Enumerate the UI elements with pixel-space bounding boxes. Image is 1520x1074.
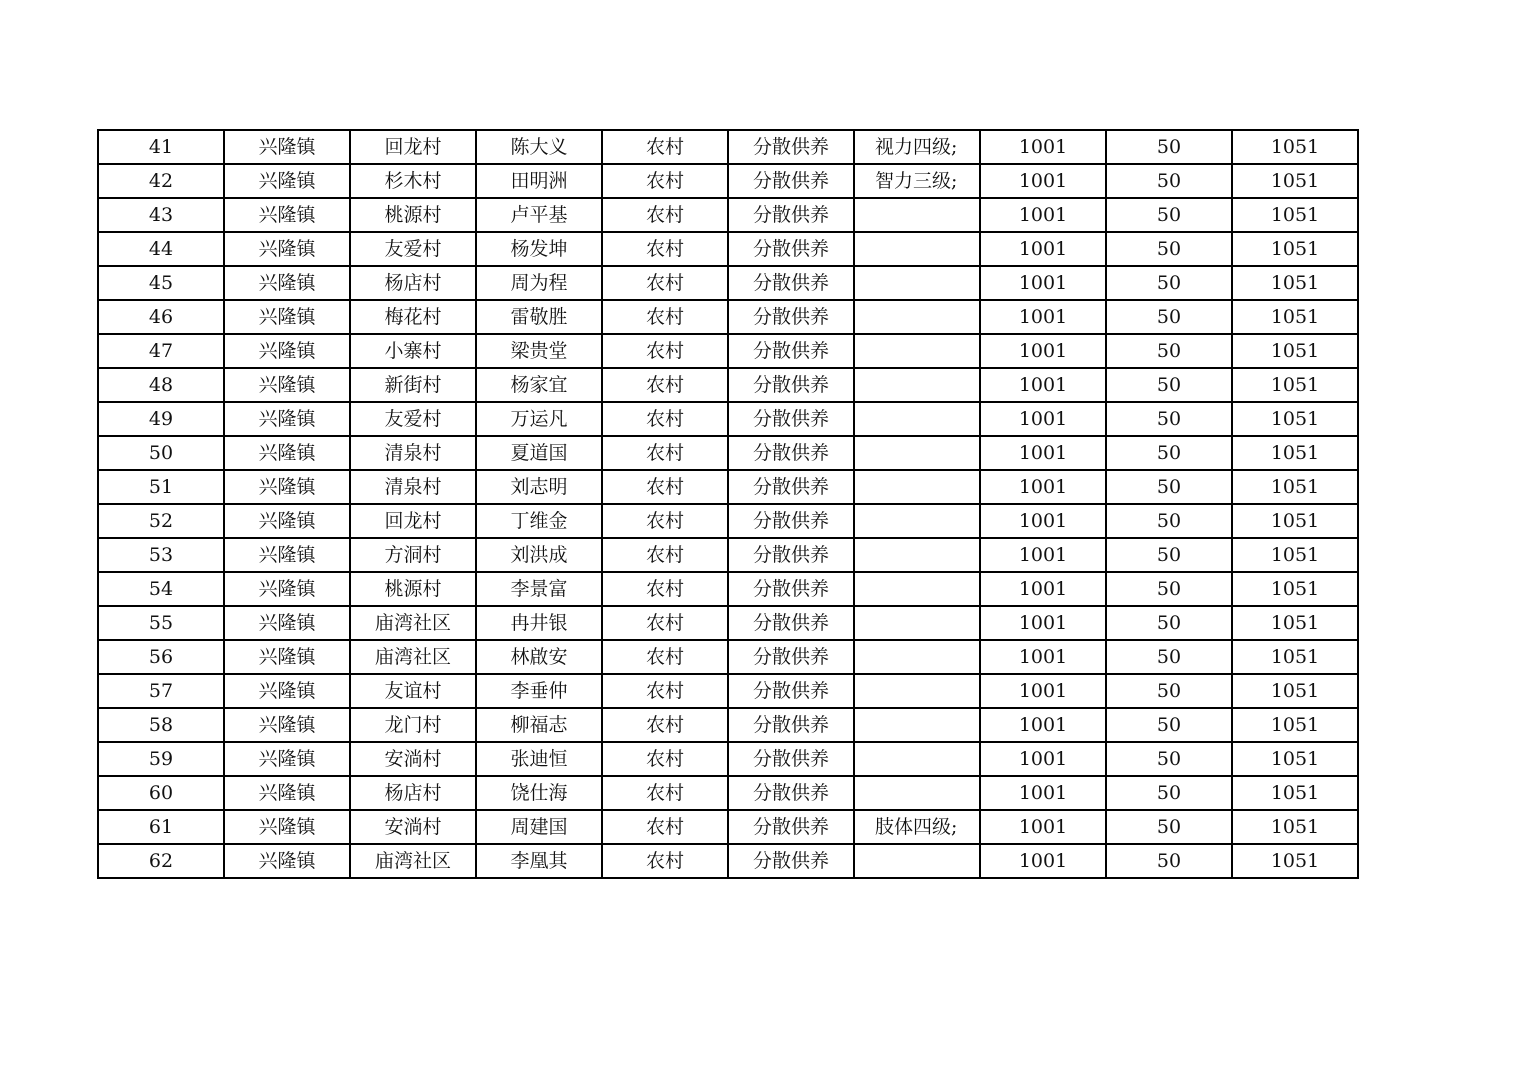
cell-disability-grade	[854, 504, 980, 538]
cell-household-type: 农村	[602, 504, 728, 538]
table-row	[98, 572, 1358, 606]
cell-support-type: 分散供养	[728, 810, 854, 844]
cell-person-name: 林啟安	[476, 640, 602, 674]
cell-extra-amount: 50	[1106, 810, 1232, 844]
cell-extra-amount: 50	[1106, 640, 1232, 674]
cell-serial-number: 55	[98, 606, 224, 640]
cell-total-amount: 1051	[1232, 572, 1358, 606]
table-row	[98, 266, 1358, 300]
cell-extra-amount: 50	[1106, 402, 1232, 436]
cell-town: 兴隆镇	[224, 674, 350, 708]
cell-household-type: 农村	[602, 640, 728, 674]
cell-base-amount: 1001	[980, 640, 1106, 674]
cell-extra-amount: 50	[1106, 708, 1232, 742]
cell-total-amount: 1051	[1232, 368, 1358, 402]
cell-village: 桃源村	[350, 198, 476, 232]
cell-serial-number: 45	[98, 266, 224, 300]
table-row	[98, 776, 1358, 810]
cell-support-type: 分散供养	[728, 504, 854, 538]
cell-village: 梅花村	[350, 300, 476, 334]
cell-household-type: 农村	[602, 742, 728, 776]
cell-disability-grade: 视力四级;	[854, 130, 980, 164]
cell-support-type: 分散供养	[728, 368, 854, 402]
cell-extra-amount: 50	[1106, 334, 1232, 368]
cell-disability-grade	[854, 776, 980, 810]
cell-village: 安淌村	[350, 810, 476, 844]
cell-village: 友爱村	[350, 232, 476, 266]
cell-disability-grade	[854, 572, 980, 606]
cell-person-name: 丁维金	[476, 504, 602, 538]
cell-base-amount: 1001	[980, 606, 1106, 640]
cell-base-amount: 1001	[980, 198, 1106, 232]
cell-serial-number: 57	[98, 674, 224, 708]
table-row	[98, 470, 1358, 504]
cell-household-type: 农村	[602, 572, 728, 606]
cell-village: 龙门村	[350, 708, 476, 742]
cell-person-name: 李垂仲	[476, 674, 602, 708]
cell-total-amount: 1051	[1232, 708, 1358, 742]
cell-village: 回龙村	[350, 130, 476, 164]
cell-total-amount: 1051	[1232, 164, 1358, 198]
cell-disability-grade	[854, 266, 980, 300]
cell-base-amount: 1001	[980, 300, 1106, 334]
cell-support-type: 分散供养	[728, 266, 854, 300]
cell-person-name: 卢平基	[476, 198, 602, 232]
cell-person-name: 陈大义	[476, 130, 602, 164]
cell-town: 兴隆镇	[224, 742, 350, 776]
cell-extra-amount: 50	[1106, 844, 1232, 878]
cell-village: 方洞村	[350, 538, 476, 572]
cell-total-amount: 1051	[1232, 402, 1358, 436]
cell-serial-number: 47	[98, 334, 224, 368]
cell-serial-number: 60	[98, 776, 224, 810]
cell-serial-number: 51	[98, 470, 224, 504]
cell-person-name: 夏道国	[476, 436, 602, 470]
cell-base-amount: 1001	[980, 674, 1106, 708]
cell-extra-amount: 50	[1106, 130, 1232, 164]
cell-total-amount: 1051	[1232, 810, 1358, 844]
cell-extra-amount: 50	[1106, 368, 1232, 402]
cell-total-amount: 1051	[1232, 130, 1358, 164]
cell-support-type: 分散供养	[728, 640, 854, 674]
cell-person-name: 周建国	[476, 810, 602, 844]
cell-person-name: 雷敬胜	[476, 300, 602, 334]
cell-village: 友谊村	[350, 674, 476, 708]
cell-disability-grade	[854, 198, 980, 232]
cell-town: 兴隆镇	[224, 198, 350, 232]
cell-extra-amount: 50	[1106, 776, 1232, 810]
cell-town: 兴隆镇	[224, 606, 350, 640]
cell-person-name: 李景富	[476, 572, 602, 606]
cell-village: 庙湾社区	[350, 640, 476, 674]
cell-disability-grade	[854, 402, 980, 436]
cell-support-type: 分散供养	[728, 334, 854, 368]
cell-disability-grade	[854, 844, 980, 878]
cell-serial-number: 42	[98, 164, 224, 198]
cell-extra-amount: 50	[1106, 164, 1232, 198]
cell-serial-number: 50	[98, 436, 224, 470]
cell-support-type: 分散供养	[728, 402, 854, 436]
table-row	[98, 198, 1358, 232]
table-row	[98, 300, 1358, 334]
cell-disability-grade	[854, 538, 980, 572]
cell-serial-number: 53	[98, 538, 224, 572]
cell-disability-grade	[854, 368, 980, 402]
cell-person-name: 张迪恒	[476, 742, 602, 776]
cell-household-type: 农村	[602, 266, 728, 300]
cell-disability-grade	[854, 742, 980, 776]
cell-support-type: 分散供养	[728, 232, 854, 266]
cell-support-type: 分散供养	[728, 198, 854, 232]
cell-support-type: 分散供养	[728, 776, 854, 810]
cell-total-amount: 1051	[1232, 266, 1358, 300]
cell-total-amount: 1051	[1232, 776, 1358, 810]
cell-town: 兴隆镇	[224, 640, 350, 674]
cell-total-amount: 1051	[1232, 198, 1358, 232]
cell-support-type: 分散供养	[728, 606, 854, 640]
table-row	[98, 708, 1358, 742]
cell-extra-amount: 50	[1106, 674, 1232, 708]
cell-village: 杉木村	[350, 164, 476, 198]
cell-disability-grade	[854, 436, 980, 470]
cell-household-type: 农村	[602, 674, 728, 708]
table-row	[98, 130, 1358, 164]
cell-total-amount: 1051	[1232, 300, 1358, 334]
roster-table-body	[98, 130, 1358, 878]
cell-base-amount: 1001	[980, 844, 1106, 878]
cell-support-type: 分散供养	[728, 470, 854, 504]
table-row	[98, 436, 1358, 470]
cell-total-amount: 1051	[1232, 742, 1358, 776]
cell-town: 兴隆镇	[224, 266, 350, 300]
cell-town: 兴隆镇	[224, 504, 350, 538]
cell-serial-number: 41	[98, 130, 224, 164]
cell-total-amount: 1051	[1232, 640, 1358, 674]
table-row	[98, 844, 1358, 878]
cell-household-type: 农村	[602, 776, 728, 810]
cell-person-name: 刘洪成	[476, 538, 602, 572]
cell-extra-amount: 50	[1106, 232, 1232, 266]
cell-base-amount: 1001	[980, 776, 1106, 810]
cell-disability-grade	[854, 606, 980, 640]
cell-person-name: 梁贵堂	[476, 334, 602, 368]
roster-sheet	[97, 129, 1357, 879]
cell-base-amount: 1001	[980, 504, 1106, 538]
cell-village: 回龙村	[350, 504, 476, 538]
cell-household-type: 农村	[602, 470, 728, 504]
cell-total-amount: 1051	[1232, 470, 1358, 504]
cell-support-type: 分散供养	[728, 538, 854, 572]
cell-town: 兴隆镇	[224, 402, 350, 436]
cell-extra-amount: 50	[1106, 606, 1232, 640]
cell-total-amount: 1051	[1232, 844, 1358, 878]
cell-town: 兴隆镇	[224, 844, 350, 878]
cell-total-amount: 1051	[1232, 606, 1358, 640]
cell-household-type: 农村	[602, 436, 728, 470]
cell-town: 兴隆镇	[224, 470, 350, 504]
cell-household-type: 农村	[602, 844, 728, 878]
cell-serial-number: 58	[98, 708, 224, 742]
cell-serial-number: 44	[98, 232, 224, 266]
cell-disability-grade	[854, 708, 980, 742]
cell-town: 兴隆镇	[224, 810, 350, 844]
cell-disability-grade	[854, 640, 980, 674]
cell-village: 庙湾社区	[350, 844, 476, 878]
cell-household-type: 农村	[602, 334, 728, 368]
cell-village: 小寨村	[350, 334, 476, 368]
cell-base-amount: 1001	[980, 538, 1106, 572]
cell-base-amount: 1001	[980, 810, 1106, 844]
cell-base-amount: 1001	[980, 368, 1106, 402]
cell-disability-grade	[854, 674, 980, 708]
cell-base-amount: 1001	[980, 232, 1106, 266]
cell-village: 庙湾社区	[350, 606, 476, 640]
cell-base-amount: 1001	[980, 130, 1106, 164]
cell-household-type: 农村	[602, 164, 728, 198]
cell-village: 杨店村	[350, 776, 476, 810]
cell-household-type: 农村	[602, 368, 728, 402]
cell-support-type: 分散供养	[728, 130, 854, 164]
table-row	[98, 606, 1358, 640]
cell-person-name: 田明洲	[476, 164, 602, 198]
cell-support-type: 分散供养	[728, 742, 854, 776]
cell-town: 兴隆镇	[224, 436, 350, 470]
cell-town: 兴隆镇	[224, 300, 350, 334]
cell-town: 兴隆镇	[224, 776, 350, 810]
cell-household-type: 农村	[602, 130, 728, 164]
cell-total-amount: 1051	[1232, 436, 1358, 470]
cell-serial-number: 59	[98, 742, 224, 776]
cell-serial-number: 46	[98, 300, 224, 334]
cell-person-name: 冉井银	[476, 606, 602, 640]
cell-town: 兴隆镇	[224, 368, 350, 402]
cell-base-amount: 1001	[980, 436, 1106, 470]
cell-base-amount: 1001	[980, 164, 1106, 198]
cell-support-type: 分散供养	[728, 708, 854, 742]
cell-town: 兴隆镇	[224, 232, 350, 266]
table-row	[98, 402, 1358, 436]
cell-person-name: 杨家宜	[476, 368, 602, 402]
cell-extra-amount: 50	[1106, 300, 1232, 334]
cell-household-type: 农村	[602, 232, 728, 266]
cell-serial-number: 49	[98, 402, 224, 436]
cell-disability-grade: 肢体四级;	[854, 810, 980, 844]
cell-total-amount: 1051	[1232, 334, 1358, 368]
cell-base-amount: 1001	[980, 742, 1106, 776]
cell-household-type: 农村	[602, 606, 728, 640]
cell-support-type: 分散供养	[728, 436, 854, 470]
cell-extra-amount: 50	[1106, 538, 1232, 572]
cell-extra-amount: 50	[1106, 436, 1232, 470]
cell-town: 兴隆镇	[224, 708, 350, 742]
cell-person-name: 刘志明	[476, 470, 602, 504]
cell-serial-number: 48	[98, 368, 224, 402]
cell-disability-grade	[854, 232, 980, 266]
cell-village: 新街村	[350, 368, 476, 402]
cell-total-amount: 1051	[1232, 504, 1358, 538]
cell-extra-amount: 50	[1106, 470, 1232, 504]
cell-household-type: 农村	[602, 300, 728, 334]
cell-base-amount: 1001	[980, 266, 1106, 300]
cell-village: 清泉村	[350, 470, 476, 504]
cell-disability-grade	[854, 470, 980, 504]
cell-total-amount: 1051	[1232, 674, 1358, 708]
table-row	[98, 504, 1358, 538]
cell-household-type: 农村	[602, 402, 728, 436]
cell-extra-amount: 50	[1106, 572, 1232, 606]
table-row	[98, 674, 1358, 708]
cell-base-amount: 1001	[980, 402, 1106, 436]
cell-village: 友爱村	[350, 402, 476, 436]
cell-town: 兴隆镇	[224, 538, 350, 572]
cell-person-name: 周为程	[476, 266, 602, 300]
table-row	[98, 232, 1358, 266]
table-row	[98, 368, 1358, 402]
cell-support-type: 分散供养	[728, 300, 854, 334]
cell-person-name: 李凰其	[476, 844, 602, 878]
cell-extra-amount: 50	[1106, 198, 1232, 232]
cell-base-amount: 1001	[980, 470, 1106, 504]
cell-village: 桃源村	[350, 572, 476, 606]
cell-serial-number: 56	[98, 640, 224, 674]
cell-extra-amount: 50	[1106, 266, 1232, 300]
cell-household-type: 农村	[602, 538, 728, 572]
cell-total-amount: 1051	[1232, 232, 1358, 266]
cell-town: 兴隆镇	[224, 572, 350, 606]
cell-extra-amount: 50	[1106, 742, 1232, 776]
cell-serial-number: 43	[98, 198, 224, 232]
cell-household-type: 农村	[602, 810, 728, 844]
cell-serial-number: 52	[98, 504, 224, 538]
cell-village: 清泉村	[350, 436, 476, 470]
cell-serial-number: 61	[98, 810, 224, 844]
cell-total-amount: 1051	[1232, 538, 1358, 572]
cell-serial-number: 54	[98, 572, 224, 606]
cell-serial-number: 62	[98, 844, 224, 878]
table-row	[98, 334, 1358, 368]
table-row	[98, 164, 1358, 198]
cell-disability-grade: 智力三级;	[854, 164, 980, 198]
table-row	[98, 538, 1358, 572]
cell-person-name: 万运凡	[476, 402, 602, 436]
cell-base-amount: 1001	[980, 334, 1106, 368]
cell-town: 兴隆镇	[224, 130, 350, 164]
cell-person-name: 杨发坤	[476, 232, 602, 266]
cell-household-type: 农村	[602, 708, 728, 742]
cell-town: 兴隆镇	[224, 334, 350, 368]
cell-support-type: 分散供养	[728, 164, 854, 198]
cell-support-type: 分散供养	[728, 572, 854, 606]
cell-support-type: 分散供养	[728, 844, 854, 878]
cell-village: 安淌村	[350, 742, 476, 776]
table-row	[98, 640, 1358, 674]
cell-disability-grade	[854, 300, 980, 334]
cell-village: 杨店村	[350, 266, 476, 300]
roster-table	[97, 129, 1359, 879]
table-row	[98, 742, 1358, 776]
cell-person-name: 柳福志	[476, 708, 602, 742]
cell-base-amount: 1001	[980, 572, 1106, 606]
cell-person-name: 饶仕海	[476, 776, 602, 810]
cell-disability-grade	[854, 334, 980, 368]
cell-extra-amount: 50	[1106, 504, 1232, 538]
cell-household-type: 农村	[602, 198, 728, 232]
cell-base-amount: 1001	[980, 708, 1106, 742]
cell-support-type: 分散供养	[728, 674, 854, 708]
cell-town: 兴隆镇	[224, 164, 350, 198]
table-row	[98, 810, 1358, 844]
